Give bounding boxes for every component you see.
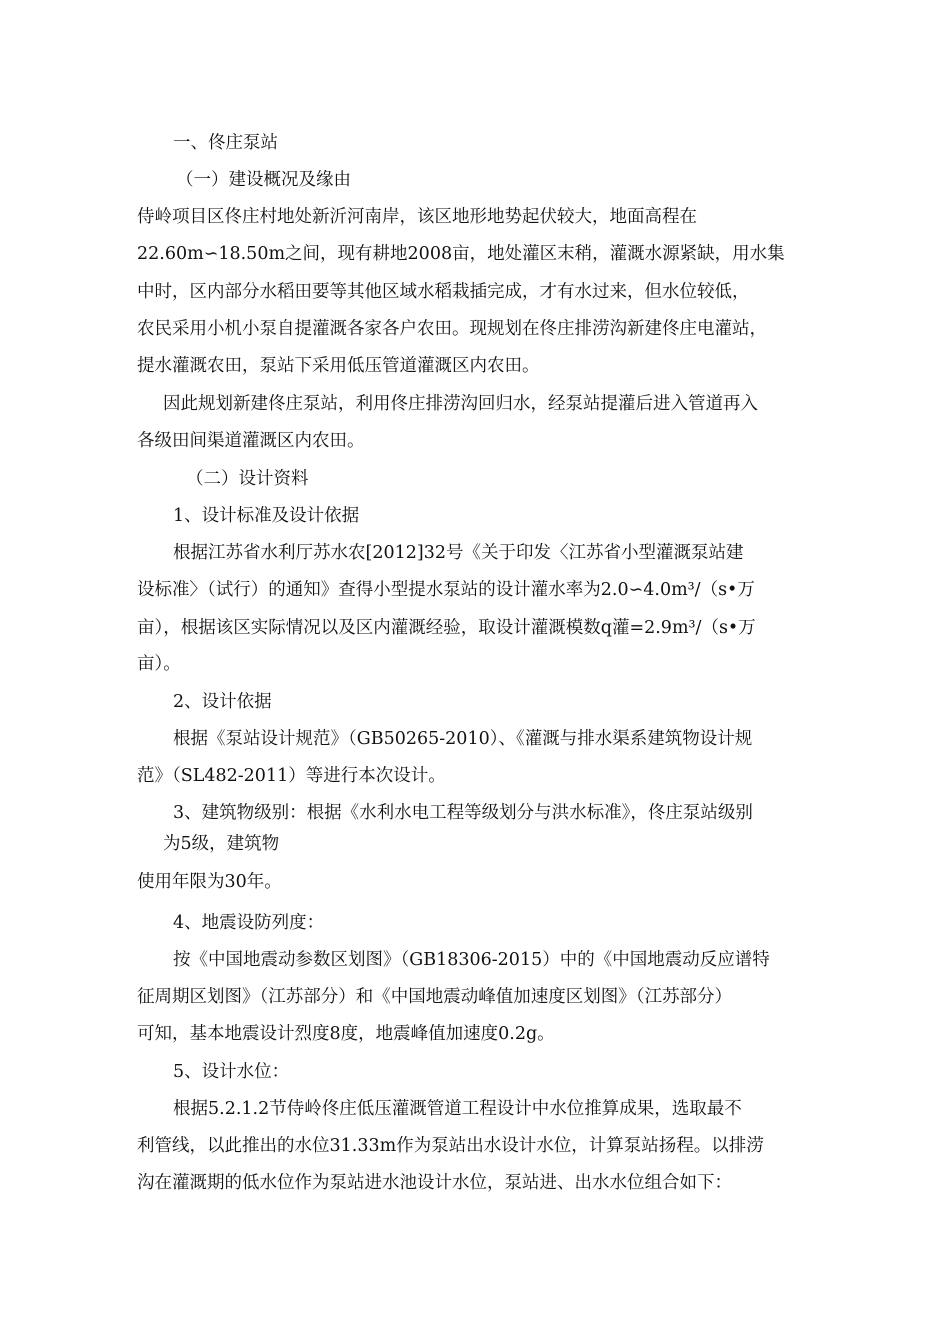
paragraph-line: 按《中国地震动参数区划图》（GB18306-2015）中的《中国地震动反应谱特 <box>173 950 770 970</box>
paragraph-line: 使用年限为30年。 <box>137 872 282 892</box>
paragraph-line: 各级田间渠道灌溉区内农田。 <box>137 431 365 451</box>
paragraph-line: 根据5.2.1.2节侍岭佟庄低压灌溉管道工程设计中水位推算成果，选取最不 <box>173 1099 742 1119</box>
paragraph-line: 农民采用小机小泵自提灌溉各家各户农田。现规划在佟庄排涝沟新建佟庄电灌站， <box>137 319 767 339</box>
subsection-heading: （二）设计资料 <box>186 469 309 489</box>
item-heading: 5、设计水位： <box>173 1062 290 1082</box>
paragraph-line: 中时，区内部分水稻田要等其他区域水稻栽插完成，才有水过来，但水位较低， <box>137 282 750 302</box>
paragraph-line: 为5级，建筑物 <box>163 834 280 854</box>
item-heading: 1、设计标准及设计依据 <box>173 506 360 526</box>
subsection-heading: （一）建设概况及缘由 <box>176 170 351 190</box>
paragraph-line: 因此规划新建佟庄泵站，利用佟庄排涝沟回归水，经泵站提灌后进入管道再入 <box>163 394 758 414</box>
paragraph-line: 根据江苏省水利厅苏水农[2012]32号《关于印发〈江苏省小型灌溉泵站建 <box>173 543 744 563</box>
paragraph-line: 沟在灌溉期的低水位作为泵站进水池设计水位，泵站进、出水水位组合如下： <box>137 1173 732 1193</box>
paragraph-line: 根据《泵站设计规范》（GB50265-2010）、《灌溉与排水渠系建筑物设计规 <box>173 729 753 749</box>
section-heading: 一、佟庄泵站 <box>173 133 278 153</box>
item-heading: 4、地震设防列度： <box>173 913 325 933</box>
paragraph-line: 亩）。 <box>137 654 181 674</box>
item-heading: 2、设计依据 <box>173 692 272 712</box>
paragraph-line: 侍岭项目区佟庄村地处新沂河南岸，该区地形地势起伏较大，地面高程在 <box>137 207 697 227</box>
paragraph-line: 提水灌溉农田，泵站下采用低压管道灌溉区内农田。 <box>137 356 540 376</box>
paragraph-line: 22.60m∽18.50m之间，现有耕地2008亩，地处灌区末稍，灌溉水源紧缺，用水集 <box>137 244 785 264</box>
paragraph-line: 亩），根据该区实际情况以及区内灌溉经验，取设计灌溉模数q灌=2.9m³/（s•万 <box>137 618 756 638</box>
paragraph-line: 范》（SL482-2011）等进行本次设计。 <box>137 766 446 786</box>
paragraph-line: 可知，基本地震设计烈度8度，地震峰值加速度0.2g。 <box>137 1024 555 1044</box>
paragraph-line: 征周期区划图》（江苏部分）和《中国地震动峰值加速度区划图》（江苏部分） <box>137 987 732 1007</box>
paragraph-line: 设标准〉（试行）的通知》查得小型提水泵站的设计灌水率为2.0∽4.0m³/（s•万 <box>137 580 755 600</box>
paragraph-line: 利管线，以此推出的水位31.33m作为泵站出水设计水位，计算泵站扬程。以排涝 <box>137 1136 764 1156</box>
paragraph-line: 3、建筑物级别：根据《水利水电工程等级划分与洪水标准》，佟庄泵站级别 <box>173 803 753 823</box>
